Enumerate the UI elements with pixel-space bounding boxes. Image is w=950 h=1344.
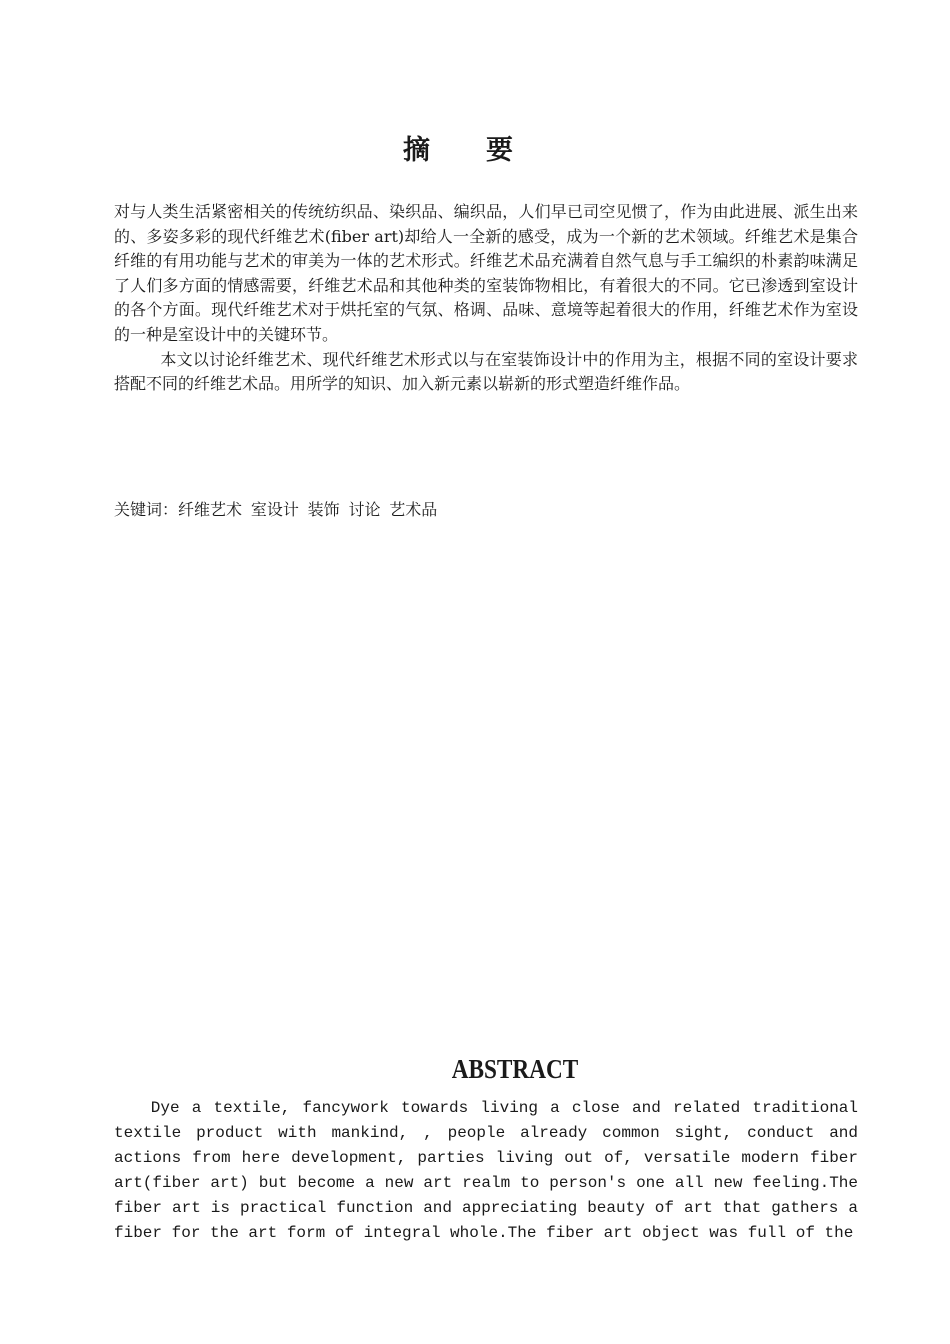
english-abstract-paragraph: Dye a textile, fancywork towards living a close and related traditional textile product with mankind, , people already common sight, conduct and actions from here development, parties living out of, versatile modern fiber art(fiber art) but become a new art realm to person's one all new feeling.The fiber art is practical function and appreciating beauty of art that gathers a fiber for the art form of integral whole.The fiber art object was full of the xyxy=(114,1099,858,1242)
page-title: 摘要 xyxy=(403,135,569,166)
chinese-abstract-body xyxy=(114,200,858,397)
keywords-line xyxy=(114,498,446,522)
keywords-label: 关键词： xyxy=(114,500,179,519)
keyword-item: 装饰 xyxy=(307,500,340,519)
chinese-abstract-paragraph-2: 本文以讨论纤维艺术、现代纤维艺术形式以与在室装饰设计中的作用为主，根据不同的室设计要求搭配不同的纤维艺术品。用所学的知识、加入新元素以崭新的形式塑造纤维作品。 xyxy=(114,349,858,394)
keyword-item: 艺术品 xyxy=(389,500,438,519)
keyword-item: 纤维艺术 xyxy=(178,500,243,519)
english-abstract-title: ABSTRACT xyxy=(451,1054,579,1084)
keyword-item: 室设计 xyxy=(250,500,299,519)
chinese-abstract-paragraph-1: 对与人类生活紧密相关的传统纺织品、染织品、编织品，人们早已司空见惯了，作为由此进展、派生出来的、多姿多彩的现代纤维艺术(fiber art)却给人一全新的感受，成为一个新的艺术领域。纤维艺术是集合纤维的有用功能与艺术的审美为一体的艺术形式。纤维艺术品充满着自然气息与手工编织的朴素韵味满足了人们多方面的情感需要，纤维艺术品和其他种类的室装饰物相比，有着很大的不同。它已渗透到室设计的各个方面。现代纤维艺术对于烘托室的气氛、格调、品味、意境等起着很大的作用，纤维艺术作为室设的一种是室设计中的关键环节。 xyxy=(114,202,858,344)
keyword-item: 讨论 xyxy=(348,500,381,519)
